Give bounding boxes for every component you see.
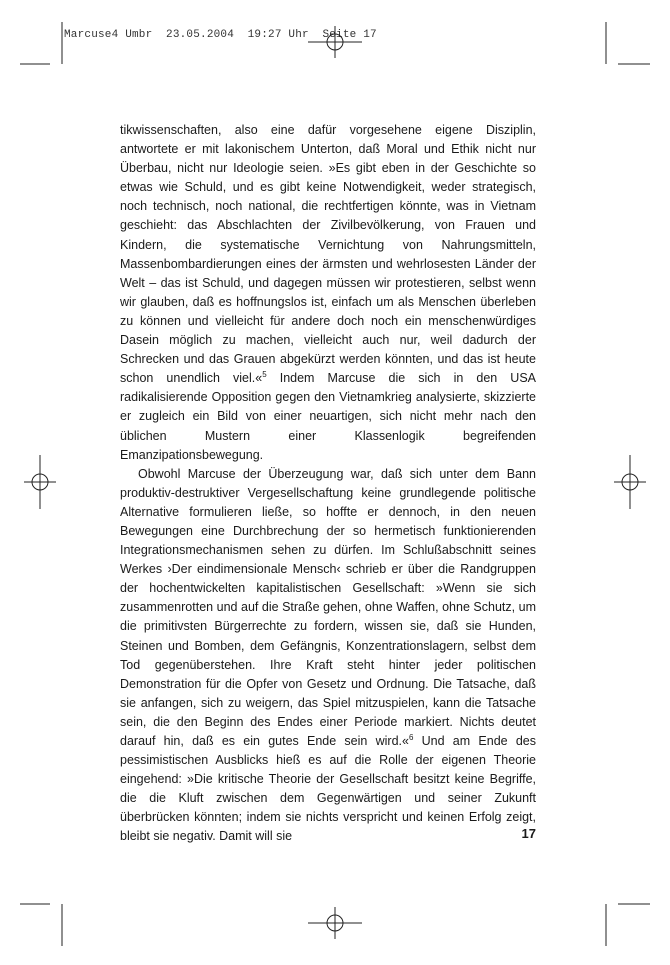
paragraph-2-text: Obwohl Marcuse der Überzeugung war, daß sich unter dem Bann produktiv-destruktiver Vergesellschaftung keine grundlegende politische Alternative formulieren ließe, so hoffte er dennoch, in den neuen Bewegungen eine Durchbrechung der so hermetisch funktionierenden Integrationsmechanismen sehen zu dürfen. Im Schlußabschnitt seines Werkes ›Der eindimensionale Mensch‹ schrieb er über die Randgruppen der hochentwickelten kapitalistischen Gesellschaft: »Wenn sie sich zusammenrotten und auf die Straße gehen, ohne Waffen, ohne Schutz, um die primitivsten Bürgerrechte zu fordern, wissen sie, daß sie Hunden, Steinen und Bomben, dem Gefängnis, Konzentrationslagern, selbst dem Tod gegenüberstehen. Ihre Kraft steht hinter jeder politischen Demonstration für die Opfer von Gesetz und Ordnung. Die Tatsache, daß sie anfangen, sich zu weigern, das Spiel mitzuspielen, kann die Tatsache sein, die den Beginn des Endes einer Periode markiert. Nichts deutet darauf hin, daß es ein gutes Ende sein wird.« (120, 466, 536, 748)
registration-mark-top (308, 26, 362, 58)
footnote-ref-6: 6 (408, 733, 414, 742)
footnote-ref-5: 5 (262, 370, 267, 380)
paragraph-1 (120, 121, 536, 465)
paragraph-1-continuation: Indem Marcuse die sich in den USA radikalisierende Opposition gegen den Vietnamkrieg analysierte, skizzierte er zugleich ein Bild von einer neuartigen, sich nicht mehr nach den üblichen Mustern einer Klassenlogik begreifenden Emanzipationsbewegung. (120, 371, 537, 462)
print-slug-line: Marcuse4 Umbr 23.05.2004 19:27 Uhr Seite 17 (64, 29, 377, 41)
paragraph-1-text: tikwissenschaften, also eine dafür vorgesehene eigene Disziplin, antwortete er mit lakonischem Unterton, daß Moral und Ethik nicht nur Überbau, nicht nur Ideologie seien. »Es gibt eben in der Geschichte so etwas wie Schuld, und es gibt keine Notwendigkeit, weder strategisch, noch technisch, noch national, die rechtfertigen könnte, was in Vietnam geschieht: das Abschlachten der Zivilbevölkerung, von Frauen und Kindern, die systematische Vernichtung von Nahrungsmitteln, Massenbombardierungen eines der ärmsten und wehrlosesten Länder der Welt – das ist Schuld, und dagegen müssen wir protestieren, selbst wenn wir glauben, daß es hoffnungslos ist, einfach um als Menschen überleben zu können und vielleicht für andere doch noch ein menschenwürdiges Dasein möglich zu machen, vielleicht auch nur, weil dadurch der Schrecken und das Grauen abgekürzt werden könnten, und das ist heute schon unendlich viel.« (120, 123, 536, 386)
registration-mark-left (24, 455, 56, 509)
paragraph-2-continuation: Und am Ende des pessimistischen Ausblicks hieß es auf die Rolle der eigenen Theorie eingehend: »Die kritische Theorie der Gesellschaft besitzt keine Begriffe, die die Kluft zwischen dem Gegenwärtigen und seiner Zukunft überbrücken könnten; indem sie nichts verspricht und keinen Erfolg zeigt, bleibt sie negativ. Damit will sie (120, 734, 536, 844)
paragraph-2 (120, 465, 536, 847)
registration-mark-right (614, 455, 646, 509)
body-text (120, 121, 536, 847)
registration-mark-bottom (308, 907, 362, 939)
page-number: 17 (521, 826, 536, 841)
